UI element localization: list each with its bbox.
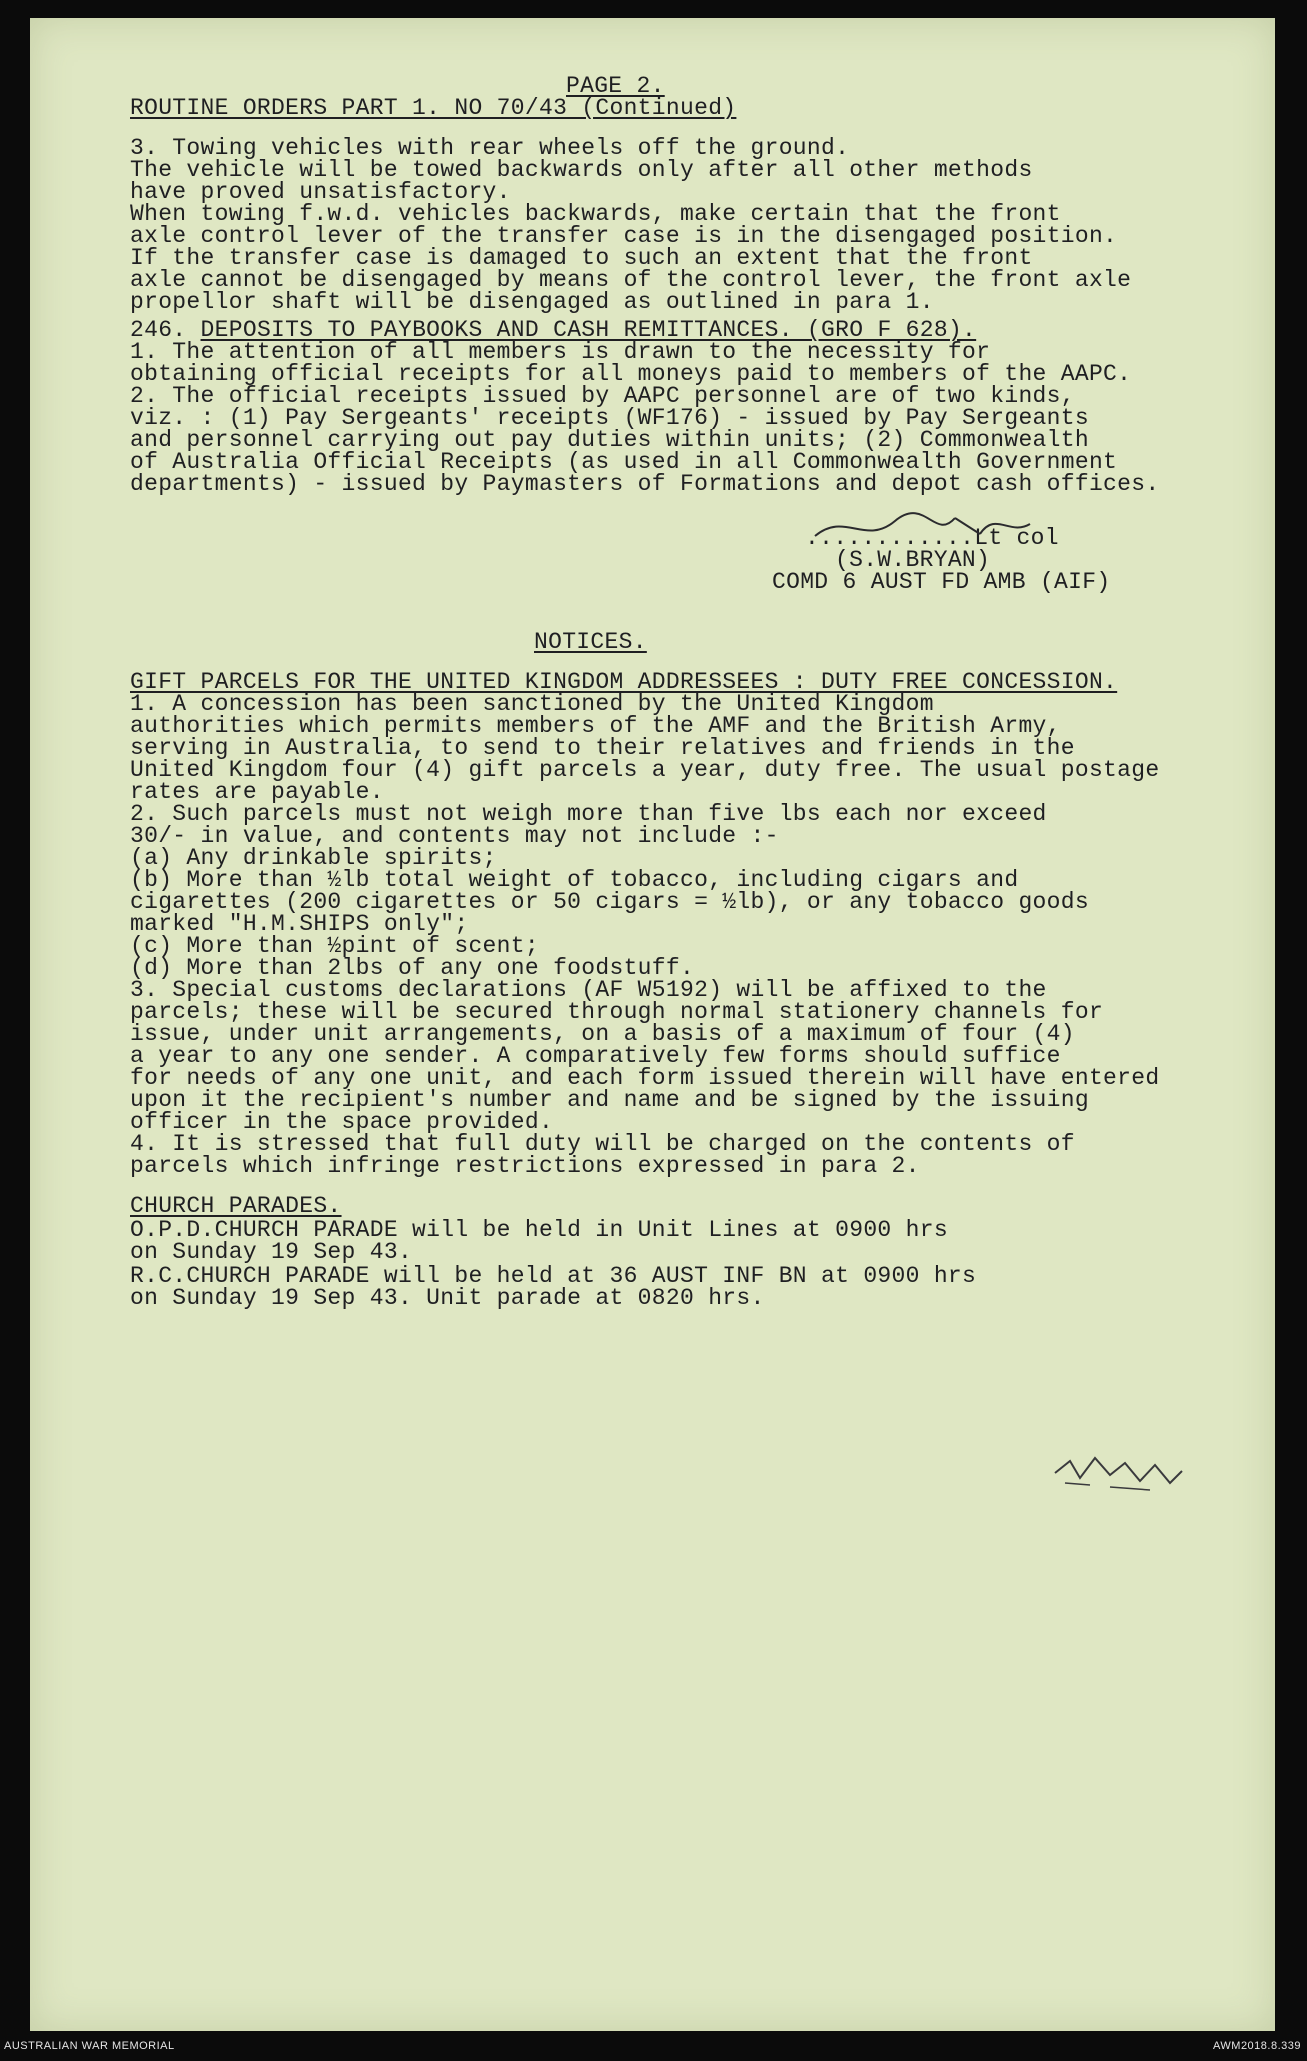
text-line: viz. : (1) Pay Sergeants' receipts (WF176) - issued by Pay Sergeants [130,405,1089,431]
signatory-title: COMD 6 AUST FD AMB (AIF) [772,569,1111,595]
text-line: axle control lever of the transfer case is in the disengaged position. [130,223,1118,249]
text-line: officer in the space provided. [130,1109,554,1135]
handwritten-signature [805,506,1035,556]
text-line: United Kingdom four (4) gift parcels a year, duty free. The usual postage [130,757,1160,783]
text-line: O.P.D.CHURCH PARADE will be held in Unit Lines at 0900 hrs [130,1217,948,1243]
text-line: (a) Any drinkable spirits; [130,845,497,871]
text-line: propellor shaft will be disengaged as outlined in para 1. [130,289,934,315]
signature-line: ............Lt col [805,525,1059,551]
text-line: (b) More than ½lb total weight of tobacco, including cigars and [130,867,1019,893]
text-line: The vehicle will be towed backwards only after all other methods [130,157,1033,183]
text-line: (d) More than 2lbs of any one foodstuff. [130,955,695,981]
document-content [30,18,1275,2031]
text-line: rates are payable. [130,779,384,805]
text-line: issue, under unit arrangements, on a basis of a maximum of four (4) [130,1021,1075,1047]
signatory-name: (S.W.BRYAN) [835,547,991,573]
footer-institution: AUSTRALIAN WAR MEMORIAL [4,2040,175,2052]
text-line: parcels; these will be secured through normal stationery channels for [130,999,1104,1025]
text-line: 4. It is stressed that full duty will be charged on the contents of [130,1131,1075,1157]
text-line: 3. Towing vehicles with rear wheels off the ground. [130,135,850,161]
text-line: 2. Such parcels must not weigh more than five lbs each nor exceed [130,801,1047,827]
document-page [30,18,1275,2031]
ink-stamp-mark [1050,1443,1190,1503]
text-line: authorities which permits members of the AMF and the British Army, [130,713,1061,739]
text-line: If the transfer case is damaged to such an extent that the front [130,245,1033,271]
text-line: 3. Special customs declarations (AF W5192) will be affixed to the [130,977,1047,1003]
deposits-heading: DEPOSITS TO PAYBOOKS AND CASH REMITTANCES. (GRO F 628). [200,317,977,343]
text-line: departments) - issued by Paymasters of Formations and depot cash offices. [130,471,1160,497]
text-line: on Sunday 19 Sep 43. [130,1239,413,1265]
text-line: 2. The official receipts issued by AAPC personnel are of two kinds, [130,383,1075,409]
text-line: 1. The attention of all members is drawn to the necessity for [130,339,991,365]
text-line: for needs of any one unit, and each form issued therein will have entered [130,1065,1160,1091]
text-line: of Australia Official Receipts (as used in all Commonwealth Government [130,449,1118,475]
text-line: on Sunday 19 Sep 43. Unit parade at 0820 hrs. [130,1285,765,1311]
notices-title: NOTICES. [534,629,647,655]
text-line: and personnel carrying out pay duties within units; (2) Commonwealth [130,427,1089,453]
text-line: cigarettes (200 cigarettes or 50 cigars = ½lb), or any tobacco goods [130,889,1089,915]
text-line: a year to any one sender. A comparatively few forms should suffice [130,1043,1061,1069]
text-line: have proved unsatisfactory. [130,179,511,205]
text-line: upon it the recipient's number and name and be signed by the issuing [130,1087,1089,1113]
footer-reference: AWM2018.8.339 [1212,2040,1301,2052]
text-line: (c) More than ½pint of scent; [130,933,539,959]
text-line: When towing f.w.d. vehicles backwards, make certain that the front [130,201,1061,227]
church-parades-heading: CHURCH PARADES. [130,1193,342,1219]
text-line: 1. A concession has been sanctioned by the United Kingdom [130,691,934,717]
text-line: 30/- in value, and contents may not include :- [130,823,779,849]
text-line: R.C.CHURCH PARADE will be held at 36 AUST INF BN at 0900 hrs [130,1263,977,1289]
text-line: parcels which infringe restrictions expressed in para 2. [130,1153,920,1179]
page-number: PAGE 2. [566,73,665,99]
text-line: marked "H.M.SHIPS only"; [130,911,469,937]
gift-parcels-heading: GIFT PARCELS FOR THE UNITED KINGDOM ADDRESSEES : DUTY FREE CONCESSION. [130,669,1118,695]
text-line: axle cannot be disengaged by means of the control lever, the front axle [130,267,1132,293]
routine-orders-title: ROUTINE ORDERS PART 1. NO 70/43 (Continued) [130,95,737,121]
text-line: serving in Australia, to send to their relatives and friends in the [130,735,1075,761]
text-line: obtaining official receipts for all moneys paid to members of the AAPC. [130,361,1132,387]
deposits-heading-number: 246. [130,317,187,343]
